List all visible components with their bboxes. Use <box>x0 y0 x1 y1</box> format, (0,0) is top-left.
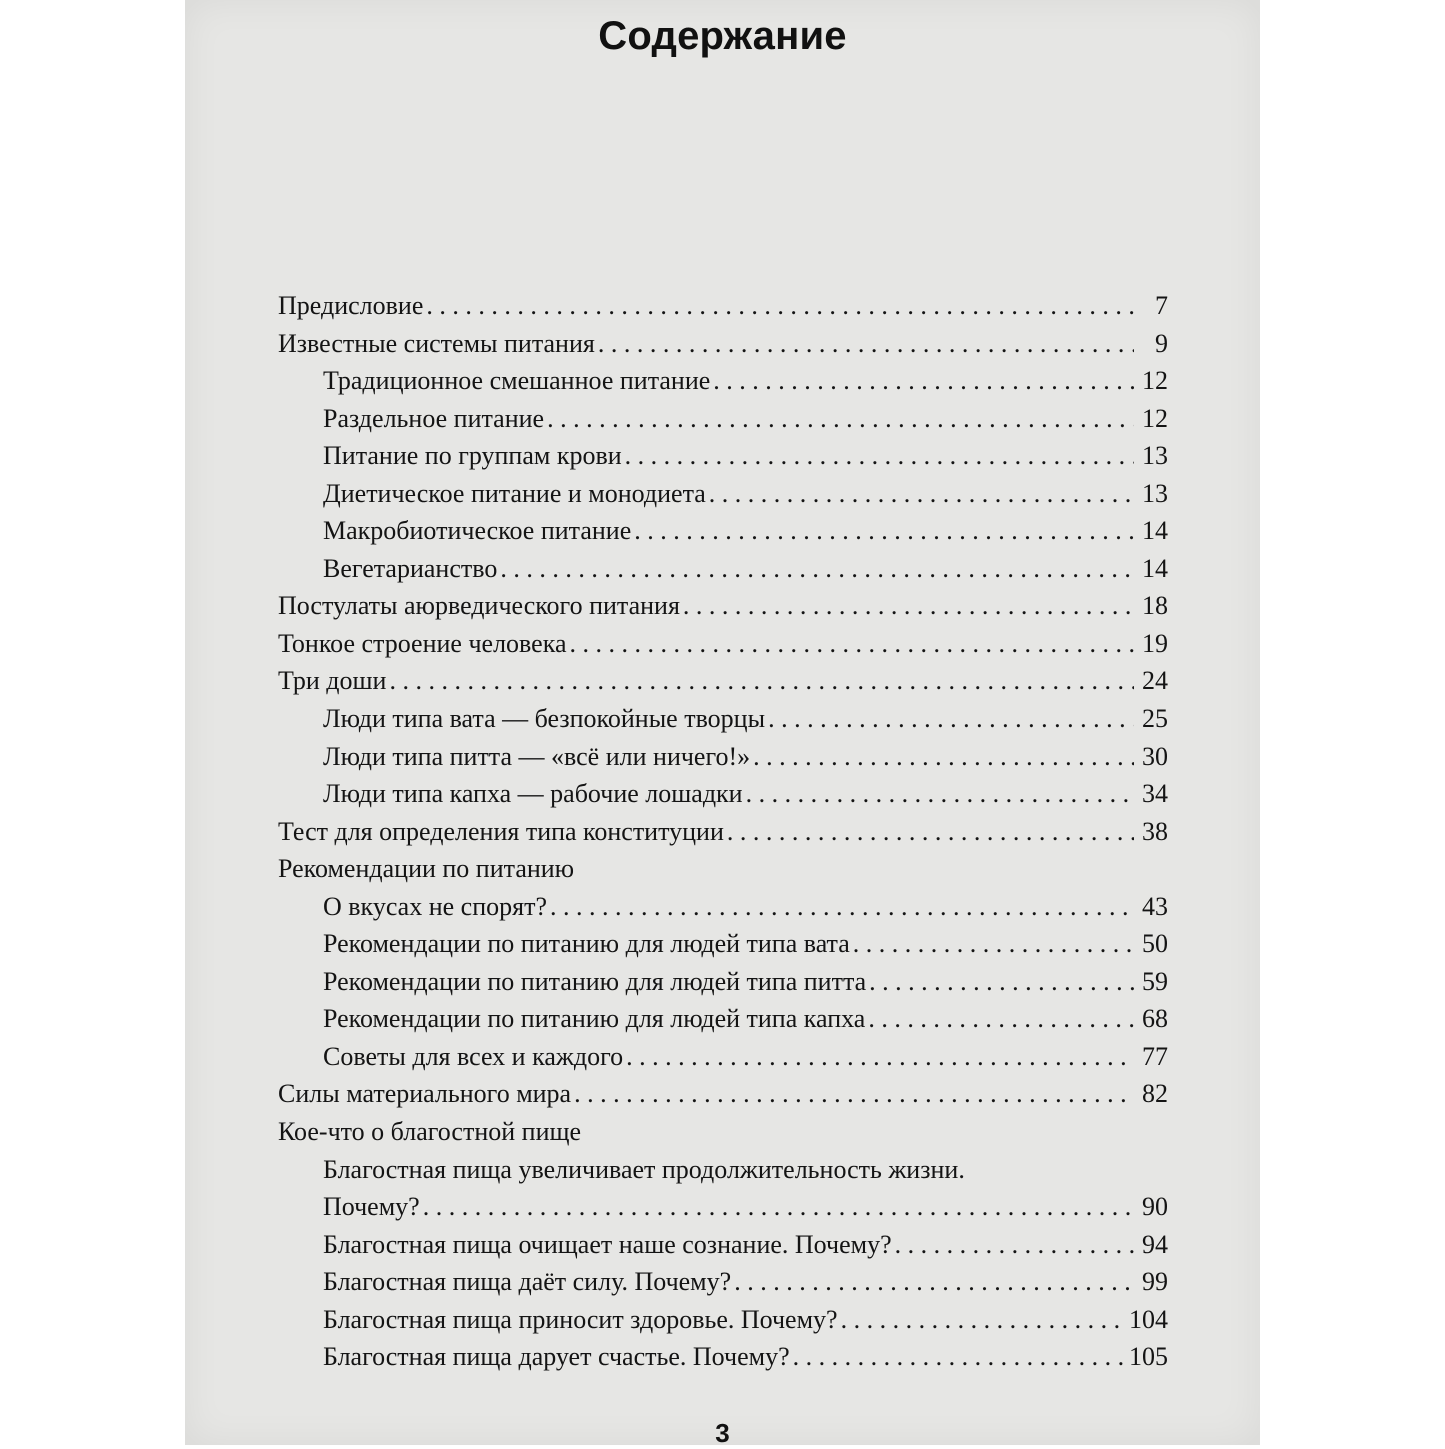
toc-entry-label: Три доши <box>278 666 387 696</box>
book-page <box>185 0 1260 1448</box>
toc-entry-label: Раздельное питание <box>323 403 545 433</box>
toc-entry-page: 13 <box>1142 441 1168 471</box>
toc-entry-page: 43 <box>1142 891 1168 921</box>
toc-entry-label: Тонкое строение человека <box>278 628 567 658</box>
toc-entry <box>278 400 1168 438</box>
toc-entry <box>278 925 1168 963</box>
toc-entry <box>278 287 1168 325</box>
toc-entry <box>278 325 1168 363</box>
dot-leader <box>869 963 1134 1001</box>
toc-entry <box>278 963 1168 1001</box>
dot-leader <box>426 287 1134 325</box>
toc-entry-label: Люди типа питта — «всё или ничего!» <box>323 741 751 771</box>
dot-leader <box>746 775 1134 813</box>
dot-leader <box>574 1075 1134 1113</box>
dot-leader <box>768 700 1134 738</box>
toc-entry-label: Люди типа капха — рабочие лошадки <box>323 779 743 809</box>
dot-leader <box>634 512 1134 550</box>
toc-entry <box>278 437 1168 475</box>
toc-entry-page: 19 <box>1142 628 1168 658</box>
dot-leader <box>625 437 1134 475</box>
toc-entry <box>278 625 1168 663</box>
toc-entry-label: Питание по группам крови <box>323 441 622 471</box>
toc-entry-label: Люди типа вата — безпокойные творцы <box>323 704 766 734</box>
dot-leader <box>793 1338 1123 1376</box>
toc-entry-label: Силы материального мира <box>278 1079 572 1109</box>
toc-entry-page: 25 <box>1142 704 1168 734</box>
dot-leader <box>500 550 1134 588</box>
toc-entry-page: 24 <box>1142 666 1168 696</box>
toc-entry-label: Рекомендации по питанию для людей типа капха <box>323 1004 866 1034</box>
toc-entry <box>278 1038 1168 1076</box>
table-of-contents <box>278 287 1168 1376</box>
toc-entry-label: Благостная пища дарует счастье. Почему? <box>323 1342 790 1372</box>
toc-entry <box>278 662 1168 700</box>
toc-entry-label: Советы для всех и каждого <box>323 1041 624 1071</box>
toc-entry-page: 68 <box>1142 1004 1168 1034</box>
dot-leader <box>713 362 1134 400</box>
toc-entry-page: 104 <box>1129 1304 1168 1334</box>
toc-entry <box>278 700 1168 738</box>
toc-entry <box>278 550 1168 588</box>
dot-leader <box>389 662 1134 700</box>
toc-entry <box>278 738 1168 776</box>
toc-entry-label: Благостная пища увеличивает продолжительность жизни. <box>323 1154 965 1184</box>
toc-entry-page: 14 <box>1142 553 1168 583</box>
toc-entry-page: 7 <box>1155 291 1168 320</box>
toc-entry <box>278 1000 1168 1038</box>
toc-entry-label: Кое-что о благостной пище <box>278 1117 582 1147</box>
toc-entry <box>278 850 1168 888</box>
dot-leader <box>550 888 1134 926</box>
toc-entry <box>278 512 1168 550</box>
toc-entry <box>278 362 1168 400</box>
toc-entry-label: Благостная пища очищает наше сознание. Почему? <box>323 1229 892 1259</box>
toc-entry-page: 14 <box>1142 516 1168 546</box>
toc-entry-page: 18 <box>1142 591 1168 621</box>
toc-entry <box>278 1226 1168 1264</box>
toc-entry-page: 99 <box>1142 1267 1168 1297</box>
toc-entry <box>278 475 1168 513</box>
toc-entry-page: 9 <box>1155 328 1168 358</box>
dot-leader <box>753 738 1134 776</box>
toc-entry-label: Предисловие <box>278 291 424 320</box>
toc-entry <box>278 888 1168 926</box>
toc-entry-label: Рекомендации по питанию для людей типа питта <box>323 966 867 996</box>
dot-leader <box>626 1038 1134 1076</box>
toc-entry-page: 12 <box>1142 403 1168 433</box>
dot-leader <box>853 925 1134 963</box>
toc-entry-page: 13 <box>1142 478 1168 508</box>
toc-entry-page: 34 <box>1142 779 1168 809</box>
page-title: Содержание <box>598 14 847 58</box>
toc-entry-label: Благостная пища приносит здоровье. Почему? <box>323 1304 838 1334</box>
dot-leader <box>547 400 1134 438</box>
dot-leader <box>841 1301 1123 1339</box>
toc-entry-label: Постулаты аюрведического питания <box>278 591 680 621</box>
toc-entry-label: О вкусах не спорят? <box>323 891 547 921</box>
toc-entry-page: 59 <box>1142 966 1168 996</box>
dot-leader <box>868 1000 1134 1038</box>
toc-entry-label: Макробиотическое питание <box>323 516 632 546</box>
toc-entry <box>278 1075 1168 1113</box>
toc-entry-page: 38 <box>1142 816 1168 846</box>
toc-entry-label: Вегетарианство <box>323 553 498 583</box>
toc-entry-label: Известные системы питания <box>278 328 595 358</box>
toc-entry-label: Диетическое питание и монодиета <box>323 478 706 508</box>
toc-entry-label: Традиционное смешанное питание <box>323 366 711 396</box>
toc-entry-label: Рекомендации по питанию для людей типа вата <box>323 929 850 959</box>
toc-entry-page: 50 <box>1142 929 1168 959</box>
toc-entry-page: 90 <box>1142 1192 1168 1222</box>
dot-leader <box>734 1263 1134 1301</box>
toc-entry <box>278 1151 1168 1189</box>
toc-entry-label: Рекомендации по питанию <box>278 854 575 884</box>
toc-entry-label: Тест для определения типа конституции <box>278 816 724 846</box>
dot-leader <box>423 1188 1134 1226</box>
toc-entry <box>278 1301 1168 1339</box>
toc-entry-page: 82 <box>1142 1079 1168 1109</box>
toc-entry <box>278 1188 1168 1226</box>
toc-entry-label: Почему? <box>323 1192 420 1222</box>
dot-leader <box>709 475 1134 513</box>
toc-entry-page: 94 <box>1142 1229 1168 1259</box>
page-number: 3 <box>715 1418 730 1448</box>
toc-entry <box>278 1263 1168 1301</box>
dot-leader <box>683 587 1134 625</box>
dot-leader <box>895 1226 1134 1264</box>
toc-entry <box>278 775 1168 813</box>
dot-leader <box>570 625 1135 663</box>
toc-entry <box>278 1113 1168 1151</box>
toc-entry <box>278 587 1168 625</box>
toc-entry-page: 77 <box>1142 1041 1168 1071</box>
toc-entry-label: Благостная пища даёт силу. Почему? <box>323 1267 732 1297</box>
toc-entry <box>278 1338 1168 1376</box>
dot-leader <box>727 813 1134 851</box>
toc-entry <box>278 813 1168 851</box>
toc-entry-page: 105 <box>1129 1342 1168 1372</box>
dot-leader <box>598 325 1134 363</box>
toc-entry-page: 30 <box>1142 741 1168 771</box>
toc-entry-page: 12 <box>1142 366 1168 396</box>
